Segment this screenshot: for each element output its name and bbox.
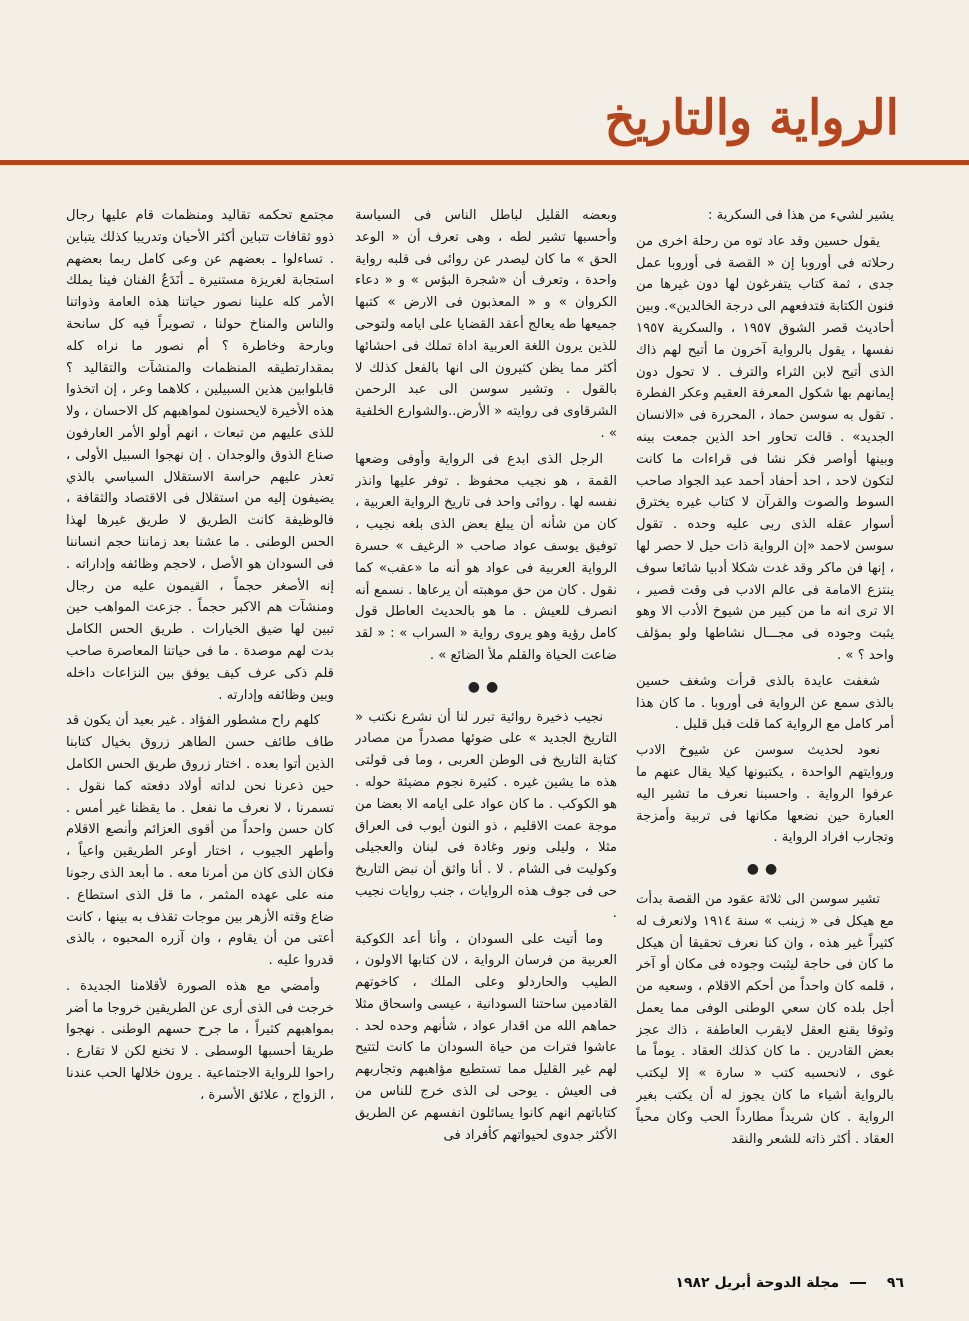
paragraph: نجيب ذخيرة روائية تبرر لنا أن نشرع نكتب « التاريخ الجديد » على ضوئها مصدراً من مصادر كتابة التاريخ فى الوطن العربى ، وما فى قولتى هذه ما يشين غيره . كثيرة نجوم مضيئة حوله . هو الكوكب . ما كان عواد على ايامه الا بعضا من موجة عمت الاقليم ، ذو النون أيوب فى العراق مثلا ، وليلى ونور وغادة فى لبنان والعجيلى وكوليت فى الشام . لا . أنا واثق أن نبض التاريخ حى فى جوف هذه الروايات ، جنب روايات نجيب . bbox=[355, 709, 617, 921]
column-right bbox=[636, 205, 894, 1290]
paragraph: نعود لحديث سوسن عن شيوخ الادب وروايتهم الواحدة ، يكتبونها كيلا يقال عنهم ما عرفوا الرواية . واحسبنا نعرف ما تشير اليه العبارة حين نضعها مكانها فى تربية وأمزجة وتجارب افراد الرواية . bbox=[636, 743, 894, 846]
paragraph: يقول حسين وقد عاد توه من رحلة اخرى من رحلاته فى أوروبا إن « القصة فى أوروبا عمل جدى ، ثمة كتاب يتفرغون لها دون غيرها من فنون الكتابة فتدفعهم الى درجة الخالدين». وبين أحاديث قصر الشوق ١٩٥٧ ، والسكرية ١٩٥٧ نفسها ، يقول بالرواية آخرون ما أتيح لهم ذاك الذى أتيح لابن الثراء والترف . لا تحول دون إيمانهم بها شكول المعرفة العقيم وعكر الفطرة . تقول به سوسن حماد ، المحررة فى «الانسان الجديد» . قالت تحاور احد الذين جمعت بينه وبينها أواصر فكر نشا فى قراءات ما كانت لتكون لاحد ، احد أحفاد أحمد عبد الجواد صاحب السوط والصوت والقرآن لا كتاب غيره يخترق أسوار عقله الذى ربى عليه وحده . تقول سوسن لاحمد «إن الرواية ذات حيل لا حصر لها ، إنها فن ماكر وقد غدت شكلا أدبيا شائعا سوف ينتزع الامامة فى عالم الادب فى وقت قصير ، الا ترى انه ما من كبير من شيوخ الأدب الا وهو يثبت وجوده فى مجـــال نشاطها ولو بمؤلف واحد ؟ » . bbox=[636, 233, 894, 663]
paragraph: شغفت عايدة بالذى قرأت وشغف حسين بالذى سمع عن الرواية فى أوروبا . ما كان هذا أمر كامل مع الرواية كما قلت قبل قليل . bbox=[636, 673, 894, 733]
column-middle bbox=[355, 205, 617, 1290]
column-left bbox=[66, 205, 334, 1290]
page-footer bbox=[640, 1270, 904, 1296]
paragraph: وبعضه القليل لباطل الناس فى السياسة وأحسبها تشير لطه ، وهى تعرف أن « الوعد الحق » ما كان ليصدر عن روائى فى قلبه رواية واحدة ، وتعرف أن «شجرة البؤس » و « دعاء الكروان » و « المعذبون فى الارض » كتبها جميعها طه يعالج أعقد القضايا على ايامه ولتوحى للذين يرون اللغة العربية اداة تملك فى احشائها أكثر مما يظن كثيرون الى انها بالفعل كذلك لا بالقول . وتشير سوسن الى عبد الرحمن الشرقاوى فى روايته « الأرض..والشوارع الخلفية » . bbox=[355, 208, 617, 441]
paragraph: الرجل الذى ابدع فى الرواية وأوفى وضعها القمة ، هو نجيب محفوظ . توفر عليها وانذر نفسه لها . روائى واحد فى تاريخ الرواية العربية ، كان من شأنه أن يبلغ بعض الذى بلغه نجيب ، توفيق يوسف عواد صاحب « الرغيف » حسرة الرواية العربية فى عواد هو أنه ما «عقب» كما نقول . كان من حق موهبته أن يرعاها . نسمع أنه انصرف للعيش . ما هو بالحديث العاطل قول كامل رؤية وهو يروى رواية « السراب » : « لقد ضاعت الحياة والقلم ملأ الضائع » . bbox=[355, 451, 617, 663]
paragraph: تشير سوسن الى ثلاثة عقود من القصة بدأت مع هيكل فى « زينب » سنة ١٩١٤ ولانعرف له كثيراً غير هذه ، وان كنا نعرف تحقيقا أن هيكل ما كان فى حاجة ليثبت وجوده فى مكان أو آخر ، قلمه كان واحداً من أحكم الاقلام ، وسعيه من أجل بلده كان سعي الوطنى الوفى مما يعمل وثوقا يقنع العقل لايقرب العاطفة ، ذاك عجز بعض القادرين . ما كان كذلك العقاد . يوماً ما غوى ، لانحسبه كتب « سارة » إلا ليكتب بالرواية أشياء ما كان يجوز له أن يكتب بغير الرواية . كان شريداً مطارداً الحب وكان محباً العقاد . أكثر ذاته للشعر والنقد bbox=[636, 891, 894, 1147]
page-number: ٩٦ bbox=[886, 1275, 904, 1291]
magazine-name: مجلة الدوحة bbox=[755, 1275, 840, 1291]
issue-date: أبريل ١٩٨٢ bbox=[675, 1275, 752, 1291]
section-divider: ●● bbox=[746, 861, 784, 878]
section-divider: ●● bbox=[467, 678, 505, 695]
footer-dash bbox=[850, 1282, 866, 1284]
paragraph: وما أتيت على السودان ، وأنا أعد الكوكبة العربية من فرسان الرواية ، لان كتابها الاولون ، الطيب والحاردلو وعلى الملك ، كاخوتهم القادمين ساحتنا السودانية ، عيسى واسحاق مثلا حماهم الله من اقدار عواد ، شأنهم وحده لحد . عاشوا فترات من حياة السودان ما كانت لتتيح لهم غير القليل مما تستطيع مؤاهبهم وتجاربهم فى العيش . يوحى لى الذى خرج للناس من كتاباتهم انهم كانوا يسائلون انفسهم عن الطريق الأكثر جدوى لحيواتهم كأفراد فى bbox=[355, 931, 617, 1143]
paragraph: كلهم راح مشطور الفؤاد . غير بعيد أن يكون قد طاف طائف حسن الطاهر زروق بخيال كتابنا الذين أتوا بعده . اختار زروق طريق الحس الكامل حين ذعرنا نحن لداته أولاد دفعته كما نقول . تسمرنا ، لا نعرف ما نفعل . ما يقظنا غير أمس . كان حسن واحداً من أقوى العزائم وأنصع الاقلام وأطهر الجيوب ، اختار أوعر الطريقين واعياً ، فكان الذى كان من أمرنا معه . ما أبعد الذى رجونا منه على عهده المثمر ، ما قل الذى استطاع . ضاع وقته الأزهر بين موجات تقذف به بينها ، كانت أعتى من أن يقاوم ، وان آزره المحبوه ، بالذى قدروا عليه . bbox=[66, 713, 334, 969]
paragraph: يشير لشيء من هذا فى السكرية : bbox=[708, 208, 894, 223]
section-title: الرواية والتاريخ bbox=[604, 90, 899, 146]
paragraph: مجتمع تحكمه تقاليد ومنظمات قام عليها رجال ذوو ثقافات تتباين أكثر الأحيان وتدريبا كذلك يتباين . تساءلوا ـ بعضهم عن وعى كامل ربما بعضهم استجابة لغريزة مستنيرة ـ أنَدَعُ الفنان فينا يملك الأمر كله علينا نصور حياتنا هذه العامة وذواتنا والناس والمناخ حولنا ، تصويراً فيه كل سانحة وبارحة وخاطرة ؟ أم نصور ما نراه كله بمقدارتطيقه المنظمات والمنشآت والتقاليد ؟ قابلوابين هذين السبيلين ، كلاهما وعر ، إن اتخذوا هذه الأخيرة لايحسنون لمواهبهم كل الاحسان ، ولا للذى عليهم من تبعات ، انهم أولو الأمر العارفون صناع الذوق والوجدان . إن نهجوا السبيل الأولى ، تعذر عليهم حراسة الاستقلال السياسي بالذي يضيفون إليه من استقلال فى الاقتصاد والثقافة ، فالوظيفة كانت الطريق لا طريق غيرها لهذا الحس الوطنى . ما عشنا بعد زماننا حجم انساننا فى السودان هو الأصل ، لاحجم وظائفه وإداراته . إنه الأصغر حجماً ، القيمون عليه من رجال ومنشآت هم الاكبر حجماً . جزعت المواهب حين تبين لها ضيق الخيارات . طريق الحس الكامل بدت لهم موصدة . ما فى حياتنا المعاصرة صاحب قلم ذكى عرف كيف يوفق بين النزاعات داخله وبين وظائفه وإدارته . bbox=[66, 208, 334, 703]
paragraph: وأمضي مع هذه الصورة لأقلامنا الجديدة . خرجت فى الذى أرى عن الطريقين خروجا ما أضر بمواهبهم كثيراً ، ما جرح حسهم الوطنى . نهجوا طريقا أحسبها الوسطى . لا تخنع لكن لا تقارع . راحوا للرواية الاجتماعية . يرون خلالها الحب عندنا ، الزواج ، علائق الأسرة ، bbox=[66, 978, 334, 1103]
header-rule bbox=[0, 160, 969, 165]
